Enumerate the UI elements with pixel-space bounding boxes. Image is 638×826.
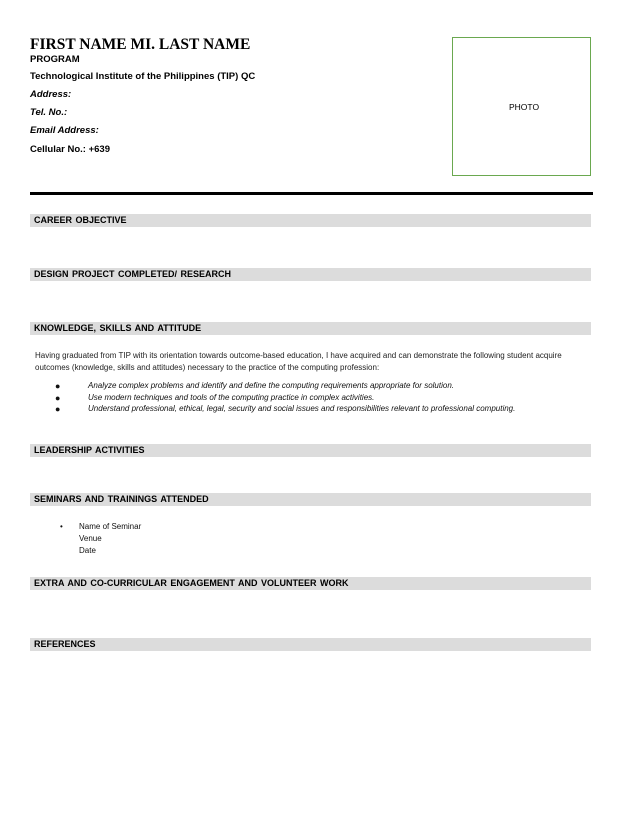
seminar-venue: Venue: [79, 534, 102, 543]
seminar-name: Name of Seminar: [79, 522, 142, 531]
bullet-icon: •: [60, 522, 63, 531]
tel-label: Tel. No.:: [30, 107, 68, 118]
section-title: EXTRA AND CO-CURRICULAR ENGAGEMENT AND VOLUNTEER WORK: [34, 578, 349, 588]
section-title: KNOWLEDGE, SKILLS AND ATTITUDE: [34, 323, 202, 333]
seminar-date: Date: [79, 546, 96, 555]
address-label: Address:: [30, 89, 72, 100]
list-item-text: Use modern techniques and tools of the computing practice in complex activities.: [88, 392, 375, 402]
list-item-text: Analyze complex problems and identify and define the computing requirements appropriate for solution.: [88, 381, 454, 390]
list-item-text: Understand professional, ethical, legal, security and social issues and responsibilities relevant to professional computing.: [88, 404, 516, 413]
section-title: REFERENCES: [34, 639, 96, 649]
email-label: Email Address:: [30, 125, 99, 136]
program: PROGRAM: [30, 54, 80, 65]
section-design-project: [30, 268, 591, 281]
section-references: [30, 638, 591, 651]
cellular-number: Cellular No.: +639: [30, 144, 110, 155]
section-title: LEADERSHIP ACTIVITIES: [34, 445, 145, 455]
section-title: CAREER OBJECTIVE: [34, 215, 127, 225]
bullet-icon: ●: [55, 404, 61, 414]
list-item: [52, 393, 515, 405]
resume-name: FIRST NAME MI. LAST NAME: [30, 36, 251, 53]
photo-box: [452, 37, 591, 176]
bullet-icon: ●: [55, 392, 61, 403]
section-leadership: [30, 444, 591, 457]
section-title: SEMINARS AND TRAININGS ATTENDED: [34, 494, 209, 504]
list-item: [52, 404, 515, 416]
knowledge-paragraph: Having graduated from TIP with its orientation towards outcome-based education, I have acquired and can demonstrate the following student acquire outcomes (knowledge, skills and attitudes) necessary to the practice of the computing profession:: [35, 351, 562, 372]
section-title: DESIGN PROJECT COMPLETED/ RESEARCH: [34, 269, 232, 279]
list-item: [52, 381, 515, 393]
photo-label: PHOTO: [509, 102, 540, 112]
section-extra-curricular: [30, 577, 591, 590]
bullet-icon: ●: [55, 381, 61, 391]
school-name: Technological Institute of the Philippines (TIP) QC: [30, 71, 256, 82]
header-divider: [30, 192, 593, 195]
section-career-objective: [30, 214, 591, 227]
section-knowledge: [30, 322, 591, 335]
section-seminars: [30, 493, 591, 506]
outcomes-list: [52, 381, 515, 416]
